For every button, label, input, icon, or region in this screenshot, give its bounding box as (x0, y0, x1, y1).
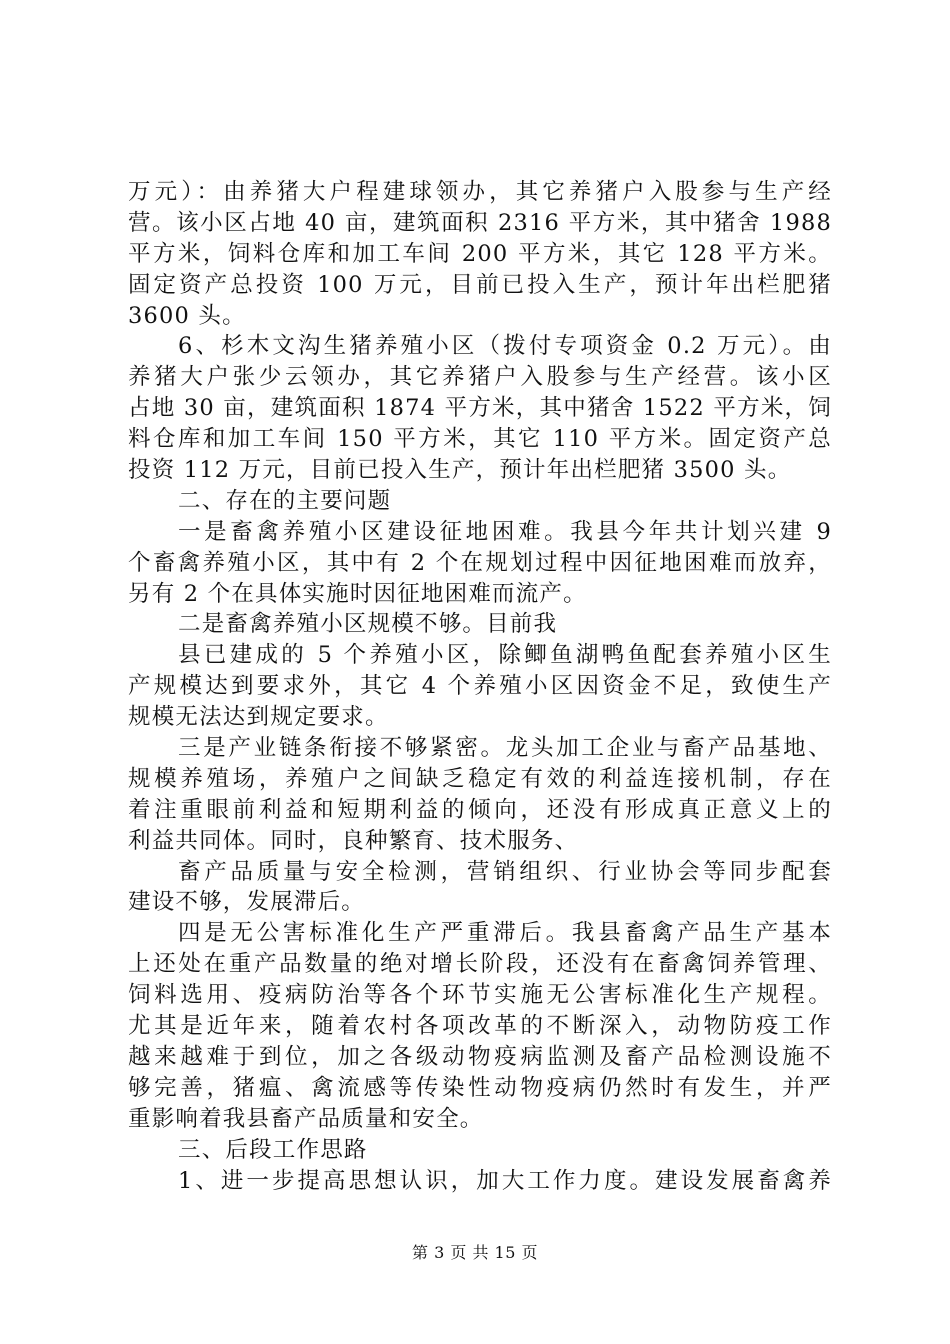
text-line: 固定资产总投资 100 万元，目前已投入生产，预计年出栏肥猪 (128, 271, 832, 298)
text-line: 县已建成的 5 个养殖小区，除鲫鱼湖鸭鱼配套养殖小区生 (178, 642, 832, 669)
document-body (128, 177, 832, 1196)
text-line: 一是畜禽养殖小区建设征地困难。我县今年共计划兴建 9 (178, 518, 832, 545)
text-line: 万元）：由养猪大户程建球领办，其它养猪户入股参与生产经 (128, 179, 832, 205)
text-line: 占地 30 亩，建筑面积 1874 平方米，其中猪舍 1522 平方米，饲 (128, 395, 832, 422)
text-line: 利益共同体。同时，良种繁育、技术服务、 (128, 827, 579, 854)
text-line: 养猪大户张少云领办，其它养猪户入股参与生产经营。该小区 (128, 364, 832, 391)
text-line: 越来越难于到位，加之各级动物疫病监测及畜产品检测设施不 (128, 1043, 832, 1070)
text-line: 三是产业链条衔接不够紧密。龙头加工企业与畜产品基地、 (178, 735, 832, 762)
text-line: 个畜禽养殖小区，其中有 2 个在规划过程中因征地困难而放弃， (128, 549, 832, 576)
text-line: 建设不够，发展滞后。 (128, 889, 366, 916)
text-line: 营。该小区占地 40 亩，建筑面积 2316 平方米，其中猪舍 1988 (128, 209, 832, 236)
text-line: 投资 112 万元，目前已投入生产，预计年出栏肥猪 3500 头。 (128, 457, 792, 484)
text-line: 饲料选用、疫病防治等各个环节实施无公害标准化生产规程。 (128, 982, 832, 1009)
text-line: 尤其是近年来，随着农村各项改革的不断深入，动物防疫工作 (128, 1013, 832, 1040)
text-line: 着注重眼前利益和短期利益的倾向，还没有形成真正意义上的 (128, 796, 832, 823)
text-line: 料仓库和加工车间 150 平方米，其它 110 平方米。固定资产总 (128, 426, 832, 453)
page-footer: 第 3 页 共 15 页 (412, 1243, 538, 1262)
text-line: 1、进一步提高思想认识，加大工作力度。建设发展畜禽养 (178, 1167, 832, 1194)
text-line: 规模无法达到规定要求。 (128, 704, 389, 731)
text-line: 另有 2 个在具体实施时因征地困难而流产。 (128, 580, 587, 607)
text-line: 3600 头。 (128, 302, 246, 329)
text-line: 重影响着我县畜产品质量和安全。 (128, 1105, 484, 1132)
text-line: 够完善，猪瘟、禽流感等传染性动物疫病仍然时有发生，并严 (128, 1074, 832, 1101)
text-line: 规模养殖场，养殖户之间缺乏稳定有效的利益连接机制，存在 (128, 765, 832, 792)
text-line: 畜产品质量与安全检测，营销组织、行业协会等同步配套 (178, 858, 832, 885)
section-heading: 三、后段工作思路 (178, 1136, 368, 1163)
text-line: 四是无公害标准化生产严重滞后。我县畜禽产品生产基本 (178, 920, 832, 947)
section-heading: 二、存在的主要问题 (178, 487, 392, 514)
text-line: 平方米，饲料仓库和加工车间 200 平方米，其它 128 平方米。 (128, 240, 832, 267)
text-line: 6、杉木文沟生猪养殖小区（拨付专项资金 0.2 万元）。由 (178, 333, 832, 360)
text-line: 产规模达到要求外，其它 4 个养殖小区因资金不足，致使生产 (128, 673, 832, 700)
text-line: 上还处在重产品数量的绝对增长阶段，还没有在畜禽饲养管理、 (128, 951, 832, 978)
text-line: 二是畜禽养殖小区规模不够。目前我 (178, 611, 558, 638)
